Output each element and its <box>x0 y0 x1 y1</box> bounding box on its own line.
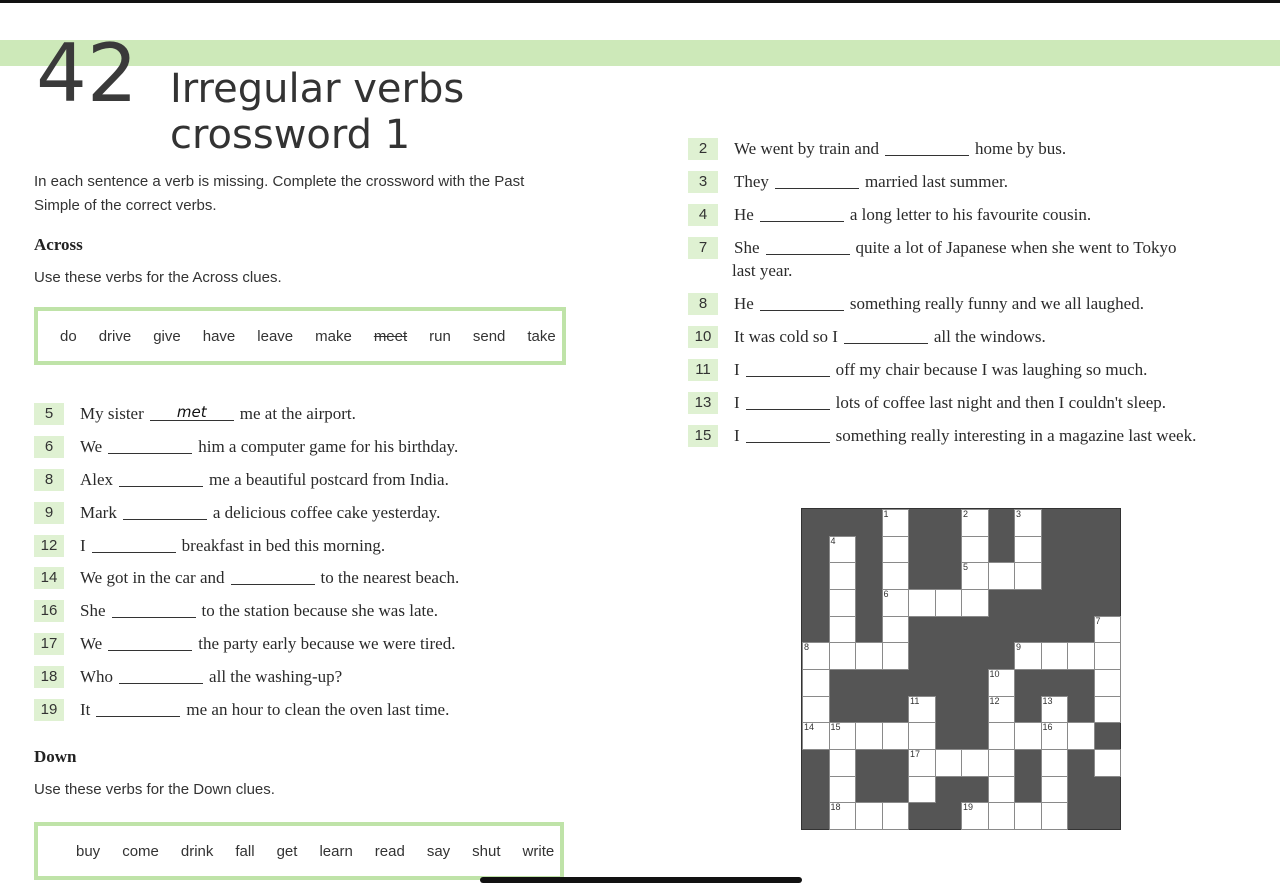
clue-number: 10 <box>688 326 718 348</box>
answer-blank[interactable] <box>746 428 830 443</box>
answer-blank[interactable] <box>746 395 830 410</box>
clue-row <box>34 500 440 526</box>
crossword-cell[interactable] <box>1094 642 1122 670</box>
clue-text-before: He <box>734 294 754 313</box>
crossword-cell[interactable] <box>1014 562 1042 590</box>
crossword-cell[interactable] <box>988 749 1016 777</box>
clue-number: 18 <box>34 666 64 688</box>
cell-number: 9 <box>1016 642 1022 653</box>
clue-text-after: me an hour to clean the oven last time. <box>186 700 450 719</box>
verb-option: do <box>60 327 77 345</box>
clue-row <box>34 401 356 427</box>
crossword-cell[interactable] <box>1041 802 1069 830</box>
verb-option: shut <box>472 842 501 860</box>
crossword-cell[interactable] <box>1094 669 1122 697</box>
crossword-cell[interactable] <box>908 776 936 804</box>
clue-text-before: I <box>734 393 740 412</box>
clue-text-before: She <box>80 601 106 620</box>
crossword-cell[interactable] <box>961 509 989 537</box>
answer-blank[interactable] <box>766 240 850 255</box>
crossword-cell[interactable] <box>802 669 830 697</box>
clue-number: 15 <box>688 425 718 447</box>
clue-text-after: all the washing-up? <box>209 667 343 686</box>
cell-number: 19 <box>963 802 974 813</box>
crossword-cell[interactable] <box>1014 802 1042 830</box>
crossword-cell[interactable] <box>802 722 830 750</box>
crossword-cell[interactable] <box>1014 722 1042 750</box>
crossword-cell[interactable] <box>882 722 910 750</box>
crossword-cell[interactable] <box>829 802 857 830</box>
crossword-cell[interactable] <box>882 509 910 537</box>
crossword-cell[interactable] <box>908 749 936 777</box>
crossword-grid <box>801 508 1121 830</box>
crossword-cell[interactable] <box>829 722 857 750</box>
clue-text-before: I <box>734 426 740 445</box>
crossword-cell[interactable] <box>1067 722 1095 750</box>
clue-number: 6 <box>34 436 64 458</box>
verb-option: drive <box>98 327 132 345</box>
clue-text-before: We went by train and <box>734 139 879 158</box>
clue-row <box>688 291 1144 317</box>
crossword-cell[interactable] <box>855 722 883 750</box>
verb-option: send <box>472 327 506 345</box>
clue-continuation: last year. <box>732 261 793 280</box>
answer-blank[interactable] <box>119 472 203 487</box>
cell-number: 7 <box>1095 615 1101 626</box>
down-heading: Down <box>34 747 77 766</box>
crossword-cell[interactable] <box>829 589 857 617</box>
crossword-cell[interactable] <box>1014 536 1042 564</box>
crossword-cell[interactable] <box>961 589 989 617</box>
clue-row <box>34 664 342 690</box>
cell-number: 4 <box>830 535 836 546</box>
clue-text-after: breakfast in bed this morning. <box>181 536 386 555</box>
crossword-cell[interactable] <box>935 749 963 777</box>
cell-number: 12 <box>989 695 1000 706</box>
crossword-cell[interactable] <box>1014 642 1042 670</box>
crossword-cell[interactable] <box>961 562 989 590</box>
clue-number: 3 <box>688 171 718 193</box>
verb-option: come <box>122 842 159 860</box>
clue-number: 7 <box>688 237 718 259</box>
clue-text-before: We got in the car and <box>80 568 225 587</box>
answer-blank[interactable] <box>775 174 859 189</box>
crossword-cell[interactable] <box>882 536 910 564</box>
top-border <box>0 0 1280 3</box>
answer-blank[interactable] <box>112 603 196 618</box>
clue-text-after: off my chair because I was laughing so much. <box>835 360 1148 379</box>
clue-row <box>688 390 1166 416</box>
cell-number: 17 <box>910 749 921 759</box>
crossword-cell[interactable] <box>1041 749 1069 777</box>
across-verb-box <box>34 307 566 365</box>
crossword-cell[interactable] <box>1067 642 1095 670</box>
cell-number: 2 <box>963 509 969 519</box>
crossword-cell[interactable] <box>1094 616 1122 644</box>
clue-row <box>688 235 1176 261</box>
crossword-cell[interactable] <box>855 642 883 670</box>
clue-number: 2 <box>688 138 718 160</box>
answer-blank[interactable] <box>885 141 969 156</box>
clue-row <box>34 631 455 657</box>
clue-text-before: It <box>80 700 91 719</box>
clue-text-before: They <box>734 172 769 191</box>
across-subtitle: Use these verbs for the Across clues. <box>34 269 282 286</box>
answer-blank[interactable] <box>92 538 176 553</box>
clue-text-before: Alex <box>80 470 114 489</box>
clue-text-before: My sister <box>80 404 144 423</box>
clue-text-after: married last summer. <box>864 172 1008 191</box>
clue-text-after: something really funny and we all laughed. <box>849 294 1144 313</box>
verb-option: leave <box>257 327 294 345</box>
verb-option: make <box>315 327 352 345</box>
answer-blank[interactable] <box>746 362 830 377</box>
crossword-cell[interactable] <box>935 589 963 617</box>
verb-option: meet <box>373 327 408 345</box>
clue-number: 12 <box>34 535 64 557</box>
header-band <box>0 40 1280 66</box>
verb-option: run <box>429 327 451 345</box>
crossword-cell[interactable] <box>882 616 910 644</box>
across-heading: Across <box>34 235 83 254</box>
crossword-cell[interactable] <box>882 589 910 617</box>
cell-number: 3 <box>1016 509 1022 519</box>
cell-number: 11 <box>910 695 920 706</box>
crossword-cell[interactable] <box>1041 696 1069 724</box>
clue-text-before: I <box>734 360 740 379</box>
clue-number: 9 <box>34 502 64 524</box>
cell-number: 5 <box>963 562 969 573</box>
answer-blank[interactable] <box>760 207 844 222</box>
clue-row <box>34 697 449 723</box>
clue-text-after: to the station because she was late. <box>201 601 439 620</box>
clue-number: 19 <box>34 699 64 721</box>
clue-text-after: something really interesting in a magazine last week. <box>835 426 1197 445</box>
clue-text-before: Mark <box>80 503 117 522</box>
crossword-cell[interactable] <box>802 642 830 670</box>
unit-number: 42 <box>36 27 138 120</box>
verb-option: have <box>202 327 236 345</box>
crossword-cell[interactable] <box>1041 642 1069 670</box>
crossword-cell[interactable] <box>1094 749 1122 777</box>
clue-text-before: Who <box>80 667 114 686</box>
clue-text-after: all the windows. <box>933 327 1046 346</box>
cell-number: 8 <box>804 642 810 653</box>
unit-title-line-2: crossword 1 <box>170 112 411 158</box>
crossword-cell[interactable] <box>988 669 1016 697</box>
clue-row <box>688 136 1066 162</box>
clue-number: 17 <box>34 633 64 655</box>
verb-option: give <box>153 327 181 345</box>
answer-blank[interactable] <box>96 702 180 717</box>
crossword-cell[interactable] <box>908 696 936 724</box>
clue-number: 13 <box>688 392 718 414</box>
crossword-cell[interactable] <box>829 749 857 777</box>
clue-text-before: He <box>734 205 754 224</box>
clue-text-after: lots of coffee last night and then I couldn't sleep. <box>835 393 1167 412</box>
crossword-cell[interactable] <box>829 616 857 644</box>
crossword-cell[interactable] <box>961 802 989 830</box>
crossword-cell[interactable] <box>988 722 1016 750</box>
crossword-cell[interactable] <box>1041 722 1069 750</box>
crossword-cell[interactable] <box>988 802 1016 830</box>
clue-row <box>34 434 458 460</box>
clue-number: 8 <box>34 469 64 491</box>
clue-text-after: me at the airport. <box>239 404 356 423</box>
crossword-cell[interactable] <box>961 536 989 564</box>
cell-number: 13 <box>1042 695 1053 706</box>
crossword-cell[interactable] <box>829 642 857 670</box>
crossword-cell[interactable] <box>1014 509 1042 537</box>
verb-option: fall <box>235 842 255 860</box>
clue-text-before: She <box>734 238 760 257</box>
verb-option: learn <box>319 842 353 860</box>
clue-row <box>34 565 459 591</box>
crossword-cell[interactable] <box>855 802 883 830</box>
clue-number: 14 <box>34 567 64 589</box>
answer-blank[interactable]: met <box>150 405 234 421</box>
clue-text-before: It was cold so I <box>734 327 838 346</box>
cell-number: 6 <box>883 589 889 599</box>
clue-text-after: him a computer game for his birthday. <box>198 437 459 456</box>
crossword-cell[interactable] <box>961 749 989 777</box>
clue-text-after: home by bus. <box>974 139 1067 158</box>
cell-number: 18 <box>830 802 841 813</box>
crossword-cell[interactable] <box>988 696 1016 724</box>
cell-number: 10 <box>989 669 1000 679</box>
clue-number: 5 <box>34 403 64 425</box>
clue-text-after: quite a lot of Japanese when she went to Tokyo <box>855 238 1177 257</box>
clue-row <box>688 423 1196 449</box>
clue-row <box>688 202 1091 228</box>
clue-text-before: We <box>80 437 103 456</box>
clue-text-before: We <box>80 634 103 653</box>
instructions: In each sentence a verb is missing. Complete the crossword with the Past Simple of the correct verbs. <box>34 173 525 214</box>
answer-blank[interactable] <box>119 669 203 684</box>
crossword-cell[interactable] <box>882 802 910 830</box>
clue-text-after: me a beautiful postcard from India. <box>209 470 449 489</box>
cell-number: 14 <box>804 722 815 733</box>
crossword-cell[interactable] <box>829 562 857 590</box>
crossword-cell[interactable] <box>988 562 1016 590</box>
clue-text-before: I <box>80 536 86 555</box>
verb-option: get <box>276 842 298 860</box>
answer-blank[interactable] <box>108 636 192 651</box>
clue-row <box>34 598 438 624</box>
crossword-cell[interactable] <box>829 776 857 804</box>
verb-option: read <box>374 842 405 860</box>
crossword-cell[interactable] <box>1041 776 1069 804</box>
clue-row <box>688 169 1008 195</box>
clue-number: 8 <box>688 293 718 315</box>
cell-number: 16 <box>1042 722 1053 733</box>
crossword-cell[interactable] <box>1094 696 1122 724</box>
clue-row <box>688 324 1046 350</box>
answer-blank[interactable] <box>844 329 928 344</box>
crossword-cell[interactable] <box>908 589 936 617</box>
verb-option: take <box>527 327 556 345</box>
cell-number: 1 <box>883 509 889 519</box>
home-indicator <box>480 877 802 883</box>
verb-option: write <box>522 842 555 860</box>
crossword-cell[interactable] <box>882 562 910 590</box>
clue-row <box>688 357 1147 383</box>
unit-title-line-1: Irregular verbs <box>170 66 465 112</box>
verb-option: buy <box>76 842 101 860</box>
crossword-cell[interactable] <box>882 642 910 670</box>
clue-row <box>34 467 449 493</box>
answer-blank[interactable] <box>123 505 207 520</box>
answer-blank[interactable] <box>760 296 844 311</box>
clue-text-after: a delicious coffee cake yesterday. <box>212 503 441 522</box>
down-verb-box <box>34 822 564 880</box>
clue-number: 4 <box>688 204 718 226</box>
clue-text-after: the party early because we were tired. <box>198 634 456 653</box>
cell-number: 15 <box>830 722 841 733</box>
down-subtitle: Use these verbs for the Down clues. <box>34 781 275 798</box>
crossword-cell[interactable] <box>802 696 830 724</box>
verb-option: say <box>426 842 451 860</box>
clue-number: 11 <box>688 359 718 381</box>
crossword-cell[interactable] <box>829 536 857 564</box>
verb-option: drink <box>180 842 214 860</box>
clue-text-after: a long letter to his favourite cousin. <box>849 205 1092 224</box>
clue-text-after: to the nearest beach. <box>320 568 460 587</box>
unit-title <box>170 66 464 158</box>
answer-blank[interactable] <box>231 570 315 585</box>
crossword-cell[interactable] <box>908 722 936 750</box>
answer-blank[interactable] <box>108 439 192 454</box>
clue-row <box>34 533 385 559</box>
clue-number: 16 <box>34 600 64 622</box>
crossword-cell[interactable] <box>988 776 1016 804</box>
